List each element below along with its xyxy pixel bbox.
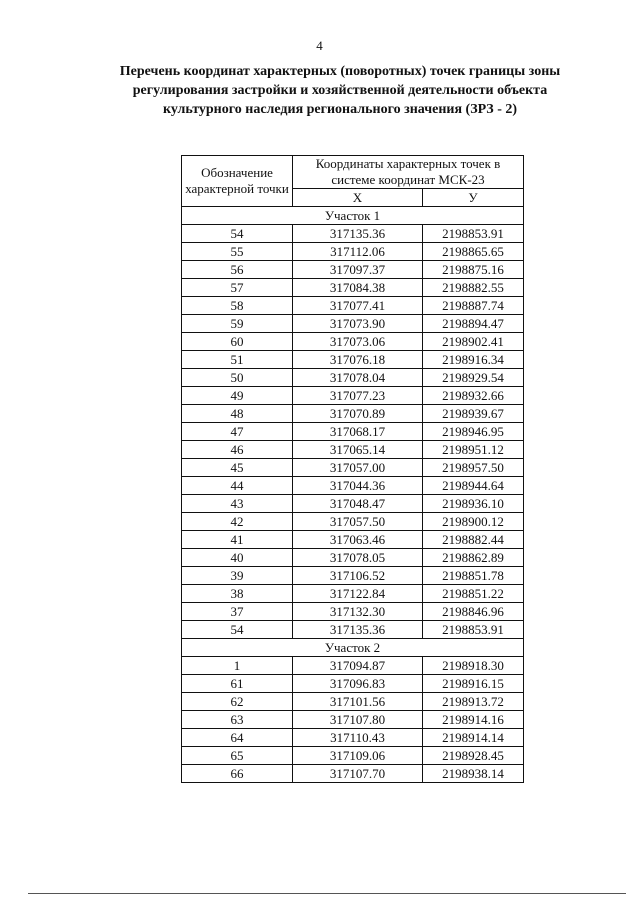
point-id-cell: 42 xyxy=(182,513,293,531)
table-row xyxy=(182,243,524,261)
table-row xyxy=(182,747,524,765)
x-coordinate-cell: 317044.36 xyxy=(293,477,423,495)
header-point-designation: Обозначение характерной точки xyxy=(182,156,293,207)
table-row xyxy=(182,567,524,585)
y-coordinate-cell: 2198894.47 xyxy=(423,315,524,333)
point-id-cell: 41 xyxy=(182,531,293,549)
x-coordinate-cell: 317106.52 xyxy=(293,567,423,585)
y-coordinate-cell: 2198944.64 xyxy=(423,477,524,495)
y-coordinate-cell: 2198882.55 xyxy=(423,279,524,297)
table-row xyxy=(182,423,524,441)
point-id-cell: 1 xyxy=(182,657,293,675)
x-coordinate-cell: 317135.36 xyxy=(293,621,423,639)
y-coordinate-cell: 2198902.41 xyxy=(423,333,524,351)
x-coordinate-cell: 317107.70 xyxy=(293,765,423,783)
point-id-cell: 64 xyxy=(182,729,293,747)
header-coordinates: Координаты характерных точек в системе координат МСК-23 xyxy=(293,156,524,189)
table-row xyxy=(182,729,524,747)
point-id-cell: 51 xyxy=(182,351,293,369)
point-id-cell: 62 xyxy=(182,693,293,711)
x-coordinate-cell: 317068.17 xyxy=(293,423,423,441)
x-coordinate-cell: 317048.47 xyxy=(293,495,423,513)
table-row xyxy=(182,351,524,369)
table-row xyxy=(182,279,524,297)
x-coordinate-cell: 317094.87 xyxy=(293,657,423,675)
point-id-cell: 38 xyxy=(182,585,293,603)
point-id-cell: 40 xyxy=(182,549,293,567)
x-coordinate-cell: 317122.84 xyxy=(293,585,423,603)
y-coordinate-cell: 2198914.16 xyxy=(423,711,524,729)
table-row xyxy=(182,585,524,603)
y-coordinate-cell: 2198957.50 xyxy=(423,459,524,477)
title-line-2: регулирования застройки и хозяйственной деятельности объекта xyxy=(132,83,548,98)
y-coordinate-cell: 2198862.89 xyxy=(423,549,524,567)
table-row xyxy=(182,315,524,333)
table-row xyxy=(182,369,524,387)
y-coordinate-cell: 2198939.67 xyxy=(423,405,524,423)
section-row xyxy=(182,639,524,657)
y-coordinate-cell: 2198914.14 xyxy=(423,729,524,747)
point-id-cell: 46 xyxy=(182,441,293,459)
x-coordinate-cell: 317110.43 xyxy=(293,729,423,747)
y-coordinate-cell: 2198946.95 xyxy=(423,423,524,441)
x-coordinate-cell: 317073.90 xyxy=(293,315,423,333)
y-coordinate-cell: 2198913.72 xyxy=(423,693,524,711)
point-id-cell: 49 xyxy=(182,387,293,405)
y-coordinate-cell: 2198938.14 xyxy=(423,765,524,783)
point-id-cell: 58 xyxy=(182,297,293,315)
table-body xyxy=(182,207,524,783)
point-id-cell: 66 xyxy=(182,765,293,783)
table-row xyxy=(182,495,524,513)
x-coordinate-cell: 317065.14 xyxy=(293,441,423,459)
y-coordinate-cell: 2198918.30 xyxy=(423,657,524,675)
document-title xyxy=(100,62,580,119)
table-row xyxy=(182,477,524,495)
table-row xyxy=(182,693,524,711)
x-coordinate-cell: 317109.06 xyxy=(293,747,423,765)
header-y: У xyxy=(423,189,524,207)
y-coordinate-cell: 2198875.16 xyxy=(423,261,524,279)
y-coordinate-cell: 2198936.10 xyxy=(423,495,524,513)
x-coordinate-cell: 317077.41 xyxy=(293,297,423,315)
table-row xyxy=(182,297,524,315)
x-coordinate-cell: 317135.36 xyxy=(293,225,423,243)
x-coordinate-cell: 317076.18 xyxy=(293,351,423,369)
x-coordinate-cell: 317057.00 xyxy=(293,459,423,477)
coordinates-table xyxy=(181,155,524,783)
x-coordinate-cell: 317096.83 xyxy=(293,675,423,693)
page-number: 4 xyxy=(316,38,323,53)
table-row xyxy=(182,225,524,243)
footer-divider xyxy=(28,893,626,894)
point-id-cell: 37 xyxy=(182,603,293,621)
y-coordinate-cell: 2198916.34 xyxy=(423,351,524,369)
y-coordinate-cell: 2198853.91 xyxy=(423,225,524,243)
point-id-cell: 55 xyxy=(182,243,293,261)
table-row xyxy=(182,711,524,729)
y-coordinate-cell: 2198882.44 xyxy=(423,531,524,549)
section-row xyxy=(182,207,524,225)
section-name: Участок 2 xyxy=(182,639,524,657)
point-id-cell: 60 xyxy=(182,333,293,351)
table-row xyxy=(182,441,524,459)
x-coordinate-cell: 317070.89 xyxy=(293,405,423,423)
x-coordinate-cell: 317112.06 xyxy=(293,243,423,261)
y-coordinate-cell: 2198865.65 xyxy=(423,243,524,261)
y-coordinate-cell: 2198851.78 xyxy=(423,567,524,585)
x-coordinate-cell: 317101.56 xyxy=(293,693,423,711)
y-coordinate-cell: 2198951.12 xyxy=(423,441,524,459)
point-id-cell: 45 xyxy=(182,459,293,477)
point-id-cell: 57 xyxy=(182,279,293,297)
y-coordinate-cell: 2198853.91 xyxy=(423,621,524,639)
table-row xyxy=(182,405,524,423)
point-id-cell: 47 xyxy=(182,423,293,441)
table-row xyxy=(182,603,524,621)
x-coordinate-cell: 317078.05 xyxy=(293,549,423,567)
table-row xyxy=(182,675,524,693)
y-coordinate-cell: 2198887.74 xyxy=(423,297,524,315)
table-row xyxy=(182,765,524,783)
x-coordinate-cell: 317077.23 xyxy=(293,387,423,405)
table-row xyxy=(182,459,524,477)
point-id-cell: 54 xyxy=(182,225,293,243)
y-coordinate-cell: 2198932.66 xyxy=(423,387,524,405)
point-id-cell: 43 xyxy=(182,495,293,513)
y-coordinate-cell: 2198851.22 xyxy=(423,585,524,603)
point-id-cell: 54 xyxy=(182,621,293,639)
y-coordinate-cell: 2198846.96 xyxy=(423,603,524,621)
y-coordinate-cell: 2198916.15 xyxy=(423,675,524,693)
title-line-3: культурного наследия регионального значения (ЗРЗ - 2) xyxy=(162,102,518,117)
table-row xyxy=(182,531,524,549)
point-id-cell: 48 xyxy=(182,405,293,423)
point-id-cell: 56 xyxy=(182,261,293,279)
title-line-1: Перечень координат характерных (поворотных) точек границы зоны xyxy=(119,64,561,79)
x-coordinate-cell: 317132.30 xyxy=(293,603,423,621)
point-id-cell: 39 xyxy=(182,567,293,585)
point-id-cell: 65 xyxy=(182,747,293,765)
x-coordinate-cell: 317057.50 xyxy=(293,513,423,531)
x-coordinate-cell: 317078.04 xyxy=(293,369,423,387)
table-row xyxy=(182,621,524,639)
table-row xyxy=(182,513,524,531)
header-x: X xyxy=(293,189,423,207)
point-id-cell: 63 xyxy=(182,711,293,729)
point-id-cell: 50 xyxy=(182,369,293,387)
table-row xyxy=(182,657,524,675)
table-row xyxy=(182,387,524,405)
y-coordinate-cell: 2198928.45 xyxy=(423,747,524,765)
y-coordinate-cell: 2198900.12 xyxy=(423,513,524,531)
x-coordinate-cell: 317107.80 xyxy=(293,711,423,729)
x-coordinate-cell: 317073.06 xyxy=(293,333,423,351)
section-name: Участок 1 xyxy=(182,207,524,225)
y-coordinate-cell: 2198929.54 xyxy=(423,369,524,387)
point-id-cell: 44 xyxy=(182,477,293,495)
table-row xyxy=(182,261,524,279)
x-coordinate-cell: 317063.46 xyxy=(293,531,423,549)
table-row xyxy=(182,333,524,351)
point-id-cell: 61 xyxy=(182,675,293,693)
x-coordinate-cell: 317084.38 xyxy=(293,279,423,297)
table-row xyxy=(182,549,524,567)
x-coordinate-cell: 317097.37 xyxy=(293,261,423,279)
point-id-cell: 59 xyxy=(182,315,293,333)
